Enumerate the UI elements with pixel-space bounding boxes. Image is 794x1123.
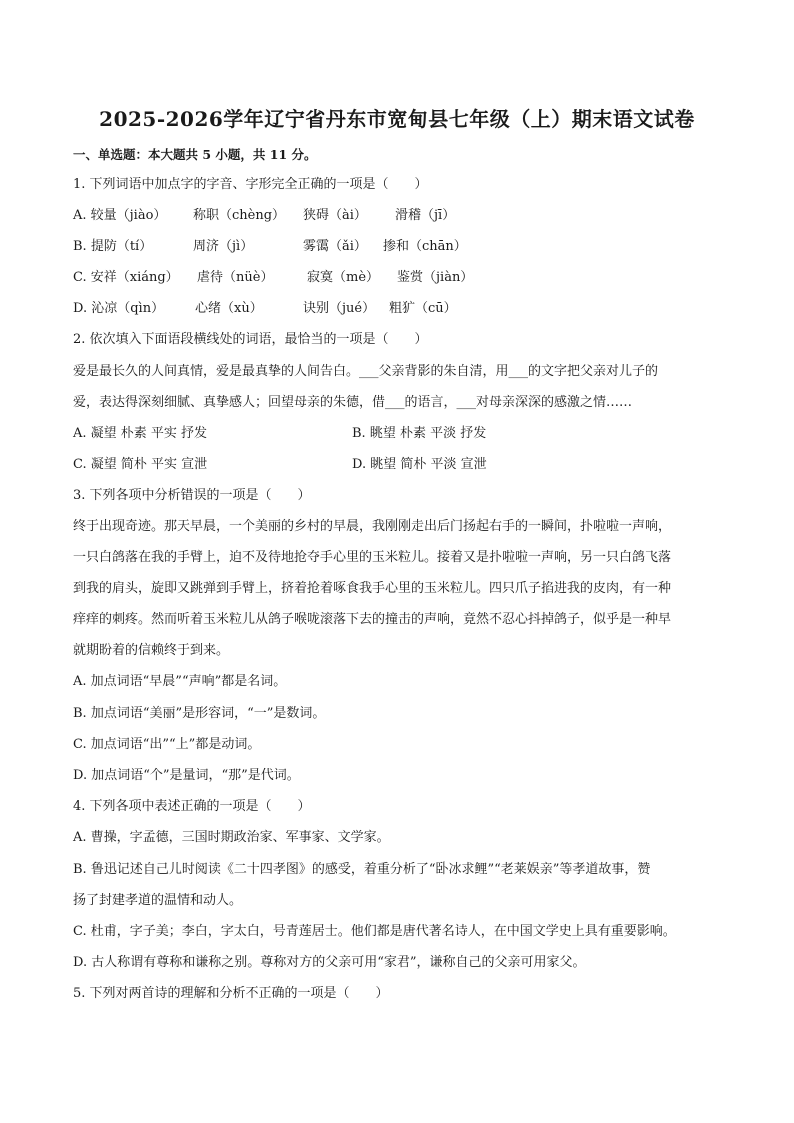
q3-passage-line-3: 到我的肩头，旋即又跳弹到手臂上，挤着抢着啄食我手心里的玉米粒儿。四只爪子掐进我的皮肉，有一种 bbox=[73, 581, 672, 596]
q3-option-c: C. 加点词语“出”“上”都是动词。 bbox=[73, 737, 261, 752]
q1-a-word1: A. 较量（jiào） bbox=[73, 208, 167, 223]
q2-option-d: D. 眺望 简朴 平淡 宣泄 bbox=[352, 457, 487, 472]
q1-a-word2: 称职（chèng） bbox=[193, 208, 286, 223]
q1-b-word1: B. 提防（tí） bbox=[73, 239, 153, 254]
q3-passage-line-5: 就期盼着的信赖终于到来。 bbox=[73, 643, 230, 658]
q1-a-word3: 狭碍（ài） bbox=[303, 208, 367, 223]
q1-c-word4: 鉴赏（jiàn） bbox=[397, 270, 474, 285]
question-1-stem: 1. 下列词语中加点字的字音、字形完全正确的一项是（ ） bbox=[73, 177, 428, 192]
question-5-stem: 5. 下列对两首诗的理解和分析不正确的一项是（ ） bbox=[73, 986, 389, 1001]
exam-title: 2025-2026学年辽宁省丹东市宽甸县七年级（上）期末语文试卷 bbox=[99, 107, 695, 131]
q4-option-b-cont: 扬了封建孝道的温情和动人。 bbox=[73, 893, 243, 908]
q3-passage-line-1: 终于出现奇迹。那天早晨，一个美丽的乡村的早晨，我刚刚走出后门扬起右手的一瞬间，扑啦啦一声响， bbox=[73, 519, 672, 534]
q3-option-a: A. 加点词语“早晨”“声响”都是名词。 bbox=[73, 674, 287, 689]
q1-c-word2: 虐待（nüè） bbox=[197, 270, 274, 285]
q2-option-b: B. 眺望 朴素 平淡 抒发 bbox=[352, 426, 487, 441]
question-4-stem: 4. 下列各项中表述正确的一项是（ ） bbox=[73, 799, 311, 814]
q1-a-word4: 滑稽（jī） bbox=[395, 208, 456, 223]
q1-b-word4: 掺和（chān） bbox=[383, 239, 467, 254]
question-2-stem: 2. 依次填入下面语段横线处的词语，最恰当的一项是（ ） bbox=[73, 332, 428, 347]
q4-option-a: A. 曹操，字孟德，三国时期政治家、军事家、文学家。 bbox=[73, 830, 390, 845]
q1-d-word3: 诀别（jué） bbox=[303, 301, 376, 316]
q3-option-d: D. 加点词语“个”是量词，“那”是代词。 bbox=[73, 768, 300, 783]
section-heading: 一、单选题：本大题共 5 小题，共 11 分。 bbox=[73, 147, 317, 162]
question-3-stem: 3. 下列各项中分析错误的一项是（ ） bbox=[73, 488, 311, 503]
q2-option-a: A. 凝望 朴素 平实 抒发 bbox=[73, 426, 208, 441]
q1-d-word2: 心绪（xù） bbox=[195, 301, 263, 316]
q4-option-b: B. 鲁迅记述自己儿时阅读《二十四孝图》的感受，着重分析了“卧冰求鲤”“老莱娱亲”等孝道故事，赞 bbox=[73, 862, 651, 877]
q1-d-word4: 粗犷（cū） bbox=[389, 301, 457, 316]
q4-option-c: C. 杜甫，字子美；李白，字太白，号青莲居士。他们都是唐代著名诗人，在中国文学史上具有重要影响。 bbox=[73, 924, 676, 939]
q1-d-word1: D. 沁凉（qìn） bbox=[73, 301, 165, 316]
q1-b-word3: 雾霭（ǎi） bbox=[303, 239, 367, 254]
q2-passage-line-1: 爱是最长久的人间真情，爱是最真挚的人间告白。___父亲背影的朱自清，用___的文字把父亲对儿子的 bbox=[73, 364, 659, 379]
q3-passage-line-4: 痒痒的刺疼。然而听着玉米粒儿从鸽子喉咙滚落下去的撞击的声响，竟然不忍心抖掉鸽子，似乎是一种早 bbox=[73, 612, 672, 627]
q1-c-word3: 寂寞（mè） bbox=[307, 270, 380, 285]
q1-b-word2: 周济（jì） bbox=[193, 239, 254, 254]
q3-option-b: B. 加点词语“美丽”是形容词，“一”是数词。 bbox=[73, 706, 326, 721]
q3-passage-line-2: 一只白鸽落在我的手臂上，迫不及待地抢夺手心里的玉米粒儿。接着又是扑啦啦一声响，另一只白鸽飞落 bbox=[73, 550, 672, 565]
q2-option-c: C. 凝望 简朴 平实 宣泄 bbox=[73, 457, 208, 472]
q4-option-d: D. 古人称谓有尊称和谦称之别。尊称对方的父亲可用“家君”，谦称自己的父亲可用家父。 bbox=[73, 955, 586, 970]
q1-c-word1: C. 安祥（xiáng） bbox=[73, 270, 179, 285]
q2-passage-line-2: 爱，表达得深刻细腻、真挚感人；回望母亲的朱德，借___的语言，___对母亲深深的感激之情…… bbox=[73, 395, 633, 410]
